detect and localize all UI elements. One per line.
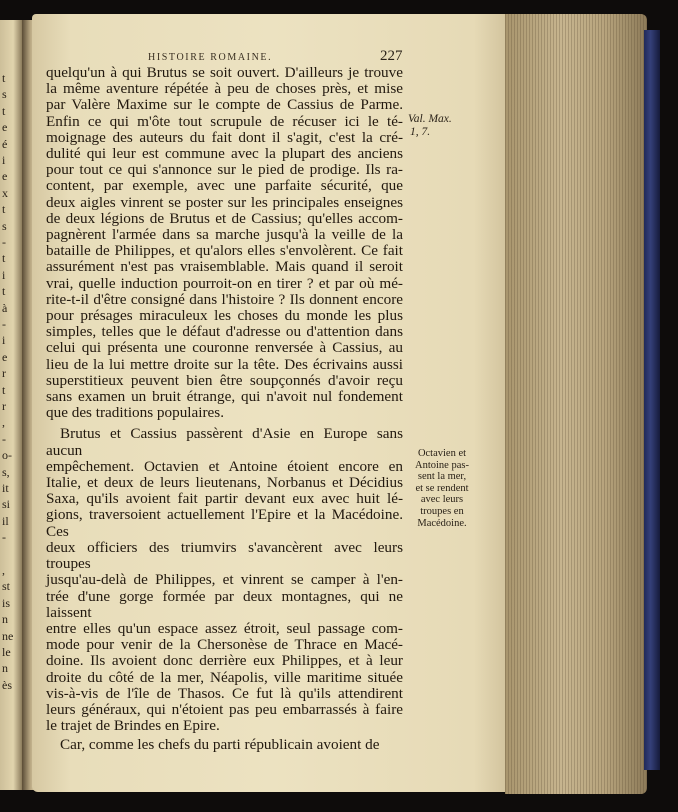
facing-page-fragment: e xyxy=(2,349,8,364)
text-line: assurément n'est pas vraisemblable. Mais quand il seroit xyxy=(46,258,403,276)
text-line: que des traditions populaires. xyxy=(46,404,224,422)
text-line: Saxa, qu'ils avoient fait partir devant eux avec huit lé- xyxy=(46,490,403,508)
facing-page-fragment: il xyxy=(2,513,9,528)
facing-page-fragment: t xyxy=(2,284,6,299)
margin-note xyxy=(404,448,480,529)
facing-page-fragment: , xyxy=(2,415,5,430)
facing-page-fragment: - xyxy=(2,317,6,331)
facing-page-fragment: t xyxy=(2,202,6,217)
text-line: superstitieux peuvent bien être soupçonnés d'avoir reçu xyxy=(46,371,403,389)
facing-page-fragment: - xyxy=(2,431,6,446)
margin-reference xyxy=(408,113,452,139)
page-block-edge xyxy=(505,14,647,794)
text-line: Car, comme les chefs du parti républicain avoient de xyxy=(60,736,380,754)
facing-page-fragment: i xyxy=(2,267,6,282)
margin-note-line: et se rendent xyxy=(415,482,469,494)
facing-page-fragment: s xyxy=(2,218,7,233)
facing-page-fragment: is xyxy=(2,595,11,610)
text-line: de deux légions de Brutus et de Cassius; qu'elles accom- xyxy=(46,209,403,227)
facing-page-fragment: t xyxy=(2,382,6,397)
facing-page-fragment: n xyxy=(2,612,8,627)
facing-page-fragment: n xyxy=(2,661,8,676)
facing-page-fragment: - xyxy=(2,530,6,545)
text-line: Enfin ce qui m'ôte tout scrupule de récuser ici le té- xyxy=(46,112,403,130)
book-cover-edge xyxy=(644,30,660,770)
facing-page-fragment: e xyxy=(2,169,8,184)
margin-reference-line: Val. Max. xyxy=(408,113,452,125)
facing-page-fragment: o- xyxy=(2,448,12,463)
facing-page-fragment: t xyxy=(2,71,6,85)
facing-page-fragment: r xyxy=(2,399,6,413)
text-line: celui qui présenta une couronne renversée à Cassius, au xyxy=(46,339,403,357)
facing-page-fragment: it xyxy=(2,481,9,495)
text-line: gions, traversoient actuellement l'Epire et la Macédoine. Ces xyxy=(46,506,403,540)
text-line: Brutus et Cassius passèrent d'Asie en Europe sans aucun xyxy=(46,425,403,459)
margin-reference-line: 1, 7. xyxy=(410,126,431,138)
text-line: la même aventure répétée à peu de choses près, et mise xyxy=(46,80,403,98)
text-line: entre elles qu'un espace assez étroit, seul passage com- xyxy=(46,619,403,637)
facing-page-fragment: ès xyxy=(2,677,12,692)
text-line: par Valère Maxime sur le compte de Cassius de Parme. xyxy=(46,96,403,114)
text-line: trée d'une gorge formée par deux montagnes, qui ne laissent xyxy=(46,587,403,621)
text-line: vrai, quelle induction pourroit-on en tirer ? et par où mé- xyxy=(46,274,403,292)
text-line: deux officiers des triumvirs s'avancèrent avec leurs troupes xyxy=(46,538,403,573)
text-line: le trajet de Brindes en Epire. xyxy=(46,717,220,735)
text-line: jusqu'au-delà de Philippes, et vinrent se camper à l'en- xyxy=(46,571,403,589)
facing-page-fragment: s xyxy=(2,87,7,102)
margin-note-line: Macédoine. xyxy=(417,517,467,529)
text-line: moignage des auteurs du fait dont il s'agit, c'est la cré- xyxy=(46,128,403,146)
facing-page-fragment: t xyxy=(2,103,6,118)
facing-page-fragment: r xyxy=(2,366,6,381)
text-line: quelqu'un à qui Brutus se soit ouvert. D'ailleurs je trouve xyxy=(46,64,403,81)
margin-note-line: Octavien et xyxy=(417,448,467,459)
text-line: vis-à-vis de l'île de Thasos. Ce fut là qu'ils attendirent xyxy=(46,684,403,702)
text-line: Italie, et deux de leurs lieutenans, Norbanus et Décidius xyxy=(46,474,403,492)
facing-page-fragment: e xyxy=(2,120,8,135)
running-head: HISTOIRE ROMAINE. xyxy=(148,52,273,63)
text-line: lieu de la lui mettre droite sur la tête. Des écrivains aussi xyxy=(46,355,403,373)
facing-page-edge xyxy=(0,20,22,790)
facing-page-fragment: à xyxy=(2,300,8,315)
text-line: rite-t-il d'être consigné dans l'histoire ? Ils donnent encore xyxy=(46,290,403,308)
margin-note-line: troupes en xyxy=(420,505,464,517)
facing-page-fragment: x xyxy=(2,185,8,200)
text-line: empêchement. Octavien et Antoine étoient encore en xyxy=(46,457,403,475)
text-line: leurs généraux, qui n'étoient pas peu embarrassés à faire xyxy=(46,700,403,718)
body-text xyxy=(46,65,403,754)
page-number: 227 xyxy=(380,48,403,64)
facing-page-fragment: i xyxy=(2,153,6,167)
facing-page-fragment: t xyxy=(2,251,6,266)
text-line: deux aigles vinrent se poster sur les principales enseignes xyxy=(46,193,403,211)
facing-page-fragment: s, xyxy=(2,464,10,479)
facing-page-fragment: é xyxy=(2,136,8,151)
text-line: content, par exemple, avec une parfaite sécurité, que xyxy=(46,177,403,195)
text-line: doine. Ils avoient donc derrière eux Philippes, et à leur xyxy=(46,652,403,670)
facing-page-fragment: ne xyxy=(2,628,14,643)
text-line: pagnèrent l'armée dans sa marche jusqu'à la veille de la xyxy=(46,226,403,244)
margin-note-line: avec leurs xyxy=(420,494,464,506)
margin-note-line: Antoine pas- xyxy=(415,459,469,471)
facing-page-fragment: i xyxy=(2,333,6,348)
facing-page-fragment: , xyxy=(2,563,5,577)
facing-page-fragment: si xyxy=(2,497,11,512)
facing-page-fragment: le xyxy=(2,645,11,659)
text-line: pour tout ce qui s'annonce sur le pied de prodige. Ils ra- xyxy=(46,161,403,179)
text-line: mode pour venir de la Chersonèse de Thrace en Macé- xyxy=(46,636,403,654)
text-line: sans examen un bruit étrange, qui n'avoit nul fondement xyxy=(46,388,403,406)
text-line: dulité qui leur est commune avec la plupart des anciens xyxy=(46,145,403,163)
text-line: droite du côté de la mer, Néapolis, ville maritime située xyxy=(46,668,403,686)
margin-note-line: sent la mer, xyxy=(417,471,467,483)
text-line: simples, telles que le défaut d'adresse ou d'attention dans xyxy=(46,323,403,341)
text-line: pour présages miraculeux les choses du monde les plus xyxy=(46,307,403,325)
facing-page-fragment: st xyxy=(2,579,11,594)
text-line: bataille de Philippes, et qu'alors elles s'envolèrent. Ce fait xyxy=(46,242,403,260)
facing-page-fragment: - xyxy=(2,235,6,249)
